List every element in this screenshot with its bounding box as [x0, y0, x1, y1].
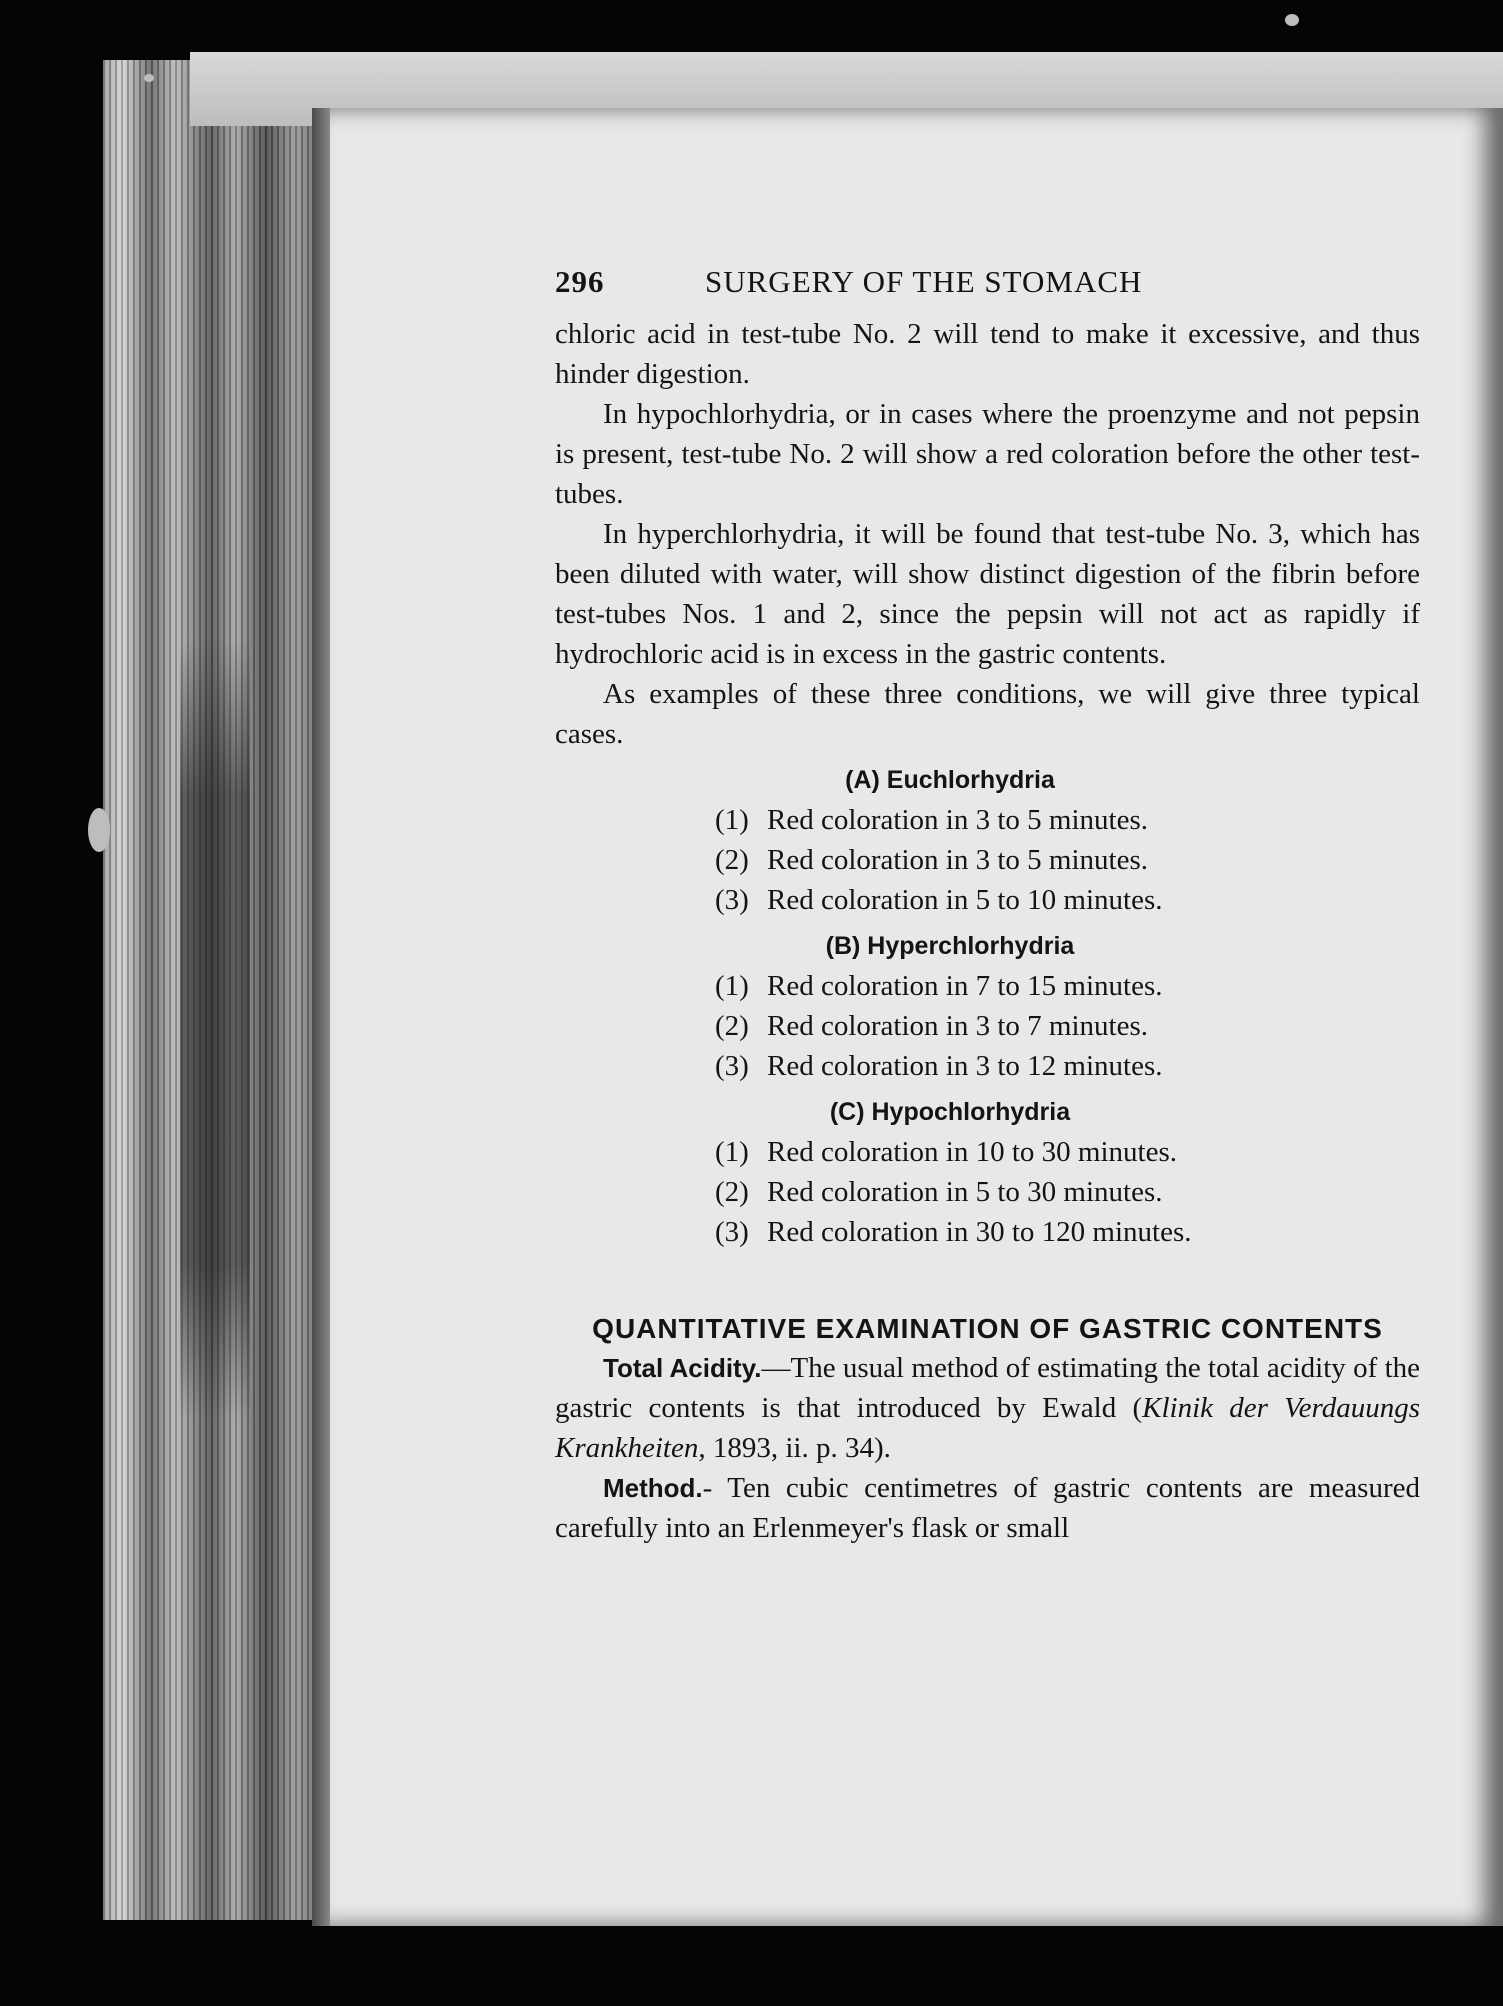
case-item-number: (3): [715, 884, 749, 916]
case-item-number: (2): [715, 1010, 749, 1042]
case-item-number: (1): [715, 970, 749, 1002]
total-acidity-text-end: 1893, ii. p. 34).: [705, 1432, 891, 1464]
paragraph-total-acidity: [555, 1348, 1420, 1468]
case-item: [555, 1132, 1420, 1172]
case-item-number: (2): [715, 844, 749, 876]
case-item-text: Red coloration in 30 to 120 minutes.: [767, 1216, 1192, 1248]
case-item-text: Red coloration in 5 to 30 minutes.: [767, 1176, 1163, 1208]
case-title: (A) Euchlorhydria: [845, 766, 1055, 794]
case-item: [555, 840, 1420, 880]
case-item: [555, 1006, 1420, 1046]
case-item-text: Red coloration in 3 to 12 minutes.: [767, 1050, 1163, 1082]
case-item-text: Red coloration in 10 to 30 minutes.: [767, 1136, 1177, 1168]
page-text-column: [555, 262, 1420, 1548]
case-item-text: Red coloration in 3 to 7 minutes.: [767, 1010, 1148, 1042]
case-title: (B) Hyperchlorhydria: [825, 932, 1075, 960]
case-item-number: (1): [715, 804, 749, 836]
case-item: [555, 880, 1420, 920]
case-hypochlorhydria: [555, 1092, 1420, 1252]
library-spine-stamp: [180, 640, 250, 1420]
case-item: [555, 800, 1420, 840]
case-item-number: (3): [715, 1216, 749, 1248]
paragraph-method: [555, 1468, 1420, 1548]
section-heading: QUANTITATIVE EXAMINATION OF GASTRIC CONTENTS: [592, 1313, 1383, 1344]
case-item-text: Red coloration in 7 to 15 minutes.: [767, 970, 1163, 1002]
case-item: [555, 1172, 1420, 1212]
case-item: [555, 1046, 1420, 1086]
method-label: Method.: [603, 1473, 703, 1503]
case-item-number: (1): [715, 1136, 749, 1168]
case-item-text: Red coloration in 3 to 5 minutes.: [767, 844, 1148, 876]
case-euchlorhydria: [555, 760, 1420, 920]
total-acidity-label: Total Acidity.: [603, 1353, 762, 1383]
total-acidity-text: —The usual method of estimating the total acidity of the gastric contents is that introduced by Ewald (: [555, 1352, 1420, 1424]
dust-speck: [144, 74, 154, 82]
method-text: - Ten cubic centimetres of gastric contents are measured carefully into an Erlenmeyer's flask or small: [555, 1472, 1420, 1544]
paragraph-hypochlorhydria: In hypochlorhydria, or in cases where the proenzyme and not pepsin is present, test-tube No. 2 will show a red coloration before the other test-tubes.: [555, 398, 1420, 510]
case-item-text: Red coloration in 5 to 10 minutes.: [767, 884, 1163, 916]
case-item-number: (3): [715, 1050, 749, 1082]
paragraph-examples-intro: As examples of these three conditions, we will give three typical cases.: [555, 678, 1420, 750]
case-title: (C) Hypochlorhydria: [829, 1098, 1071, 1126]
case-item-text: Red coloration in 3 to 5 minutes.: [767, 804, 1148, 836]
page-number: 296: [555, 264, 605, 299]
dust-speck: [88, 808, 110, 852]
case-item: [555, 1212, 1420, 1252]
case-item-number: (2): [715, 1176, 749, 1208]
citation-title: Klinik der Verdauungs Krankheiten,: [555, 1392, 1420, 1464]
running-title: SURGERY OF THE STOMACH: [705, 264, 1143, 299]
running-head: [555, 262, 1420, 314]
case-hyperchlorhydria: [555, 926, 1420, 1086]
dust-speck: [1285, 14, 1299, 26]
paragraph-hyperchlorhydria: In hyperchlorhydria, it will be found that test-tube No. 3, which has been diluted with water, will show distinct digestion of the fibrin before test-tubes Nos. 1 and 2, since the pepsin will not act as rapidly if hydrochloric acid is in excess in the gastric contents.: [555, 518, 1420, 670]
paragraph-continuation: chloric acid in test-tube No. 2 will tend to make it excessive, and thus hinder digestion.: [555, 318, 1420, 390]
case-item: [555, 966, 1420, 1006]
